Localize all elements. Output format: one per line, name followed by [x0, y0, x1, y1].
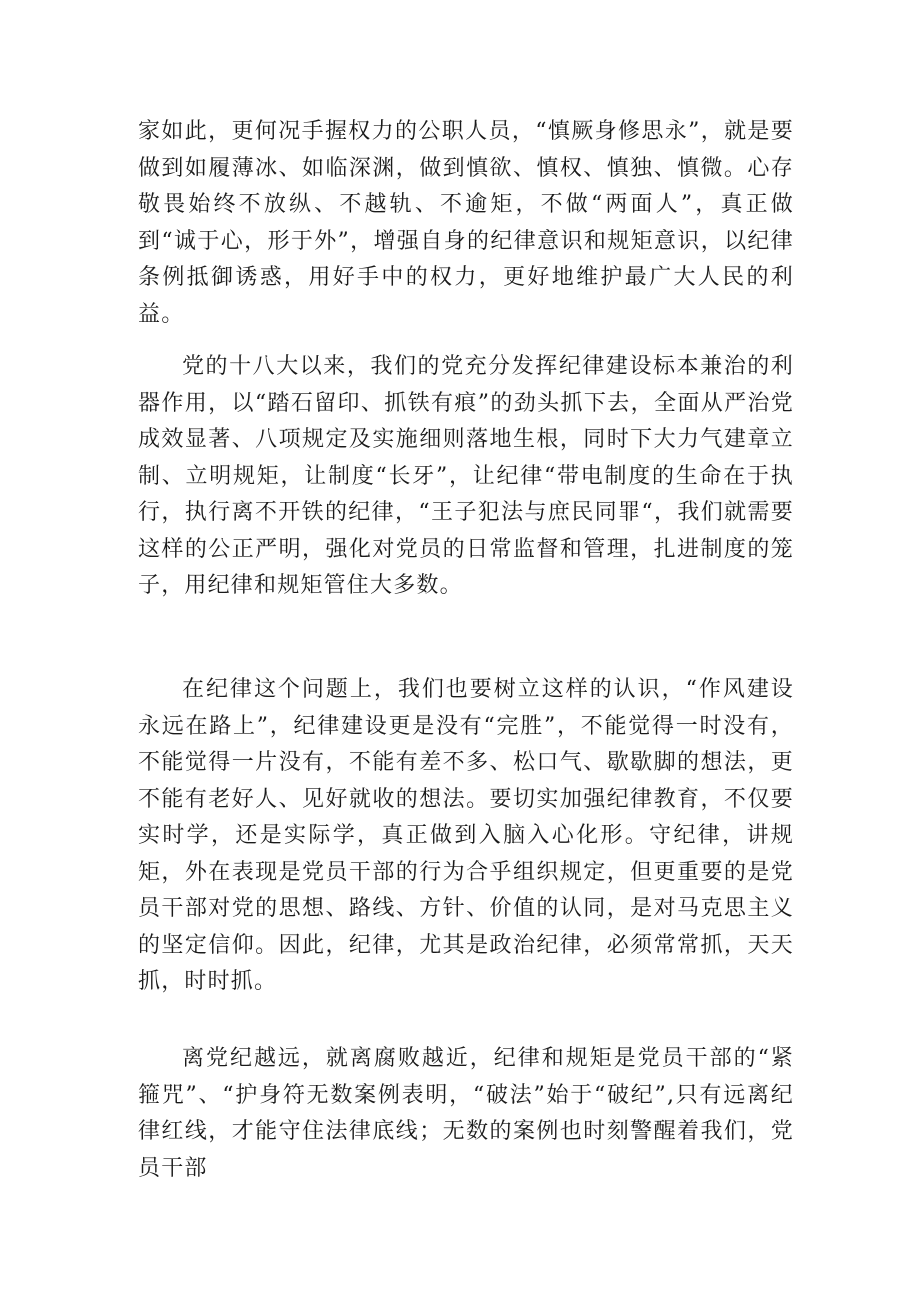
- paragraph-4: 离党纪越远，就离腐败越近，纪律和规矩是党员干部的“紧箍咒”、“护身符无数案例表明，“破法”始于“破纪”,只有远离纪律红线，才能守住法律底线；无数的案例也时刻警醒着我们，党员干部: [138, 1046, 794, 1181]
- paragraph-3-container: [138, 672, 794, 1001]
- paragraph-2-container: [138, 349, 794, 605]
- paragraph-1: 家如此，更何况手握权力的公职人员，“慎厥身修思永”，就是要做到如履薄冰、如临深渊，做到慎欲、慎权、慎独、慎微。心存敬畏始终不放纵、不越轨、不逾矩，不做“两面人”，真正做到“诚于心，形于外”，增强自身的纪律意识和规矩意识，以纪律条例抵御诱惑，用好手中的权力，更好地维护最广大人民的利益。: [138, 119, 794, 327]
- paragraph-3: 在纪律这个问题上，我们也要树立这样的认识，“作风建设永远在路上”，纪律建设更是没有“完胜”，不能觉得一时没有，不能觉得一片没有，不能有差不多、松口气、歇歇脚的想法，更不能有老好人、见好就收的想法。要切实加强纪律教育，不仅要实时学，还是实际学，真正做到入脑入心化形。守纪律，讲规矩，外在表现是党员干部的行为合乎组织规定，但更重要的是党员干部对党的思想、路线、方针、价值的认同，是对马克思主义的坚定信仰。因此，纪律，尤其是政治纪律，必须常常抓，天天抓，时时抓。: [138, 677, 794, 994]
- paragraph-2: 党的十八大以来，我们的党充分发挥纪律建设标本兼治的利器作用，以“踏石留印、抓铁有痕”的劲头抓下去，全面从严治党成效显著、八项规定及实施细则落地生根，同时下大力气建章立制、立明规矩，让制度“长牙”，让纪律“带电制度的生命在于执行，执行离不开铁的纪律，“王子犯法与庶民同罪“，我们就需要这样的公正严明，强化对党员的日常监督和管理，扎进制度的笼子，用纪律和规矩管住大多数。: [138, 354, 794, 598]
- paragraph-4-container: [138, 1041, 794, 1187]
- paragraph-1-container: [138, 114, 794, 333]
